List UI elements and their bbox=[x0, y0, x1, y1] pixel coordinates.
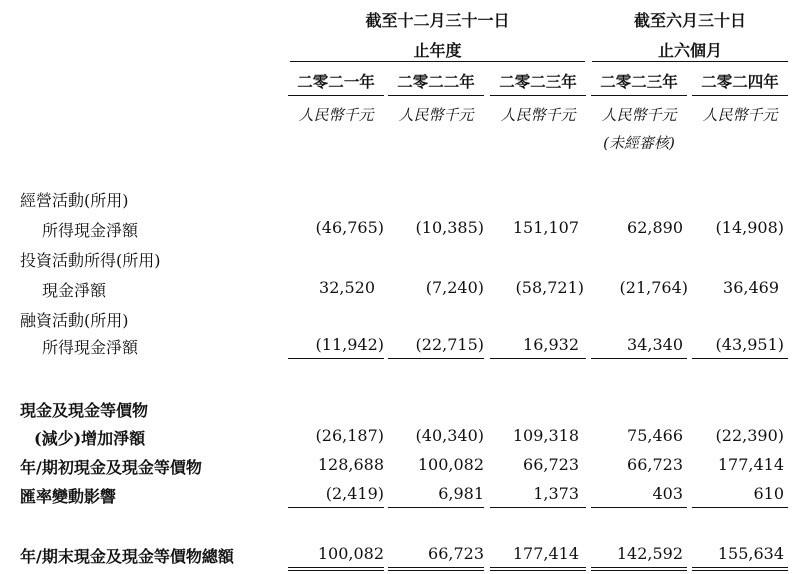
row-label-financing-1: 融資活動(所用) bbox=[20, 311, 129, 330]
subtotal-rule-5 bbox=[692, 358, 788, 359]
operating-h1-2024: (14,908) bbox=[715, 218, 784, 237]
unit-label-4: 人民幣千元 bbox=[601, 106, 677, 124]
row-label-opening: 年/期初現金及現金等價物 bbox=[20, 458, 202, 477]
row-label-investing-1: 投資活動所得(所用) bbox=[20, 251, 161, 270]
opening-h1-2024: 177,414 bbox=[717, 455, 784, 474]
subtotal-rule-1 bbox=[288, 358, 384, 359]
total-rule-2 bbox=[388, 507, 484, 508]
investing-2022: (7,240) bbox=[425, 278, 484, 297]
header-group2-rule bbox=[592, 61, 788, 62]
year-header-5: 二零二四年 bbox=[701, 72, 779, 91]
header-group1-rule bbox=[290, 61, 585, 62]
unit-label-2: 人民幣千元 bbox=[398, 106, 474, 124]
operating-2023: 151,107 bbox=[512, 218, 579, 237]
operating-2021: (46,765) bbox=[315, 218, 384, 237]
row-label-net-change-2: (減少)增加淨額 bbox=[34, 429, 146, 448]
year-header-3: 二零二三年 bbox=[499, 72, 577, 91]
financing-2021: (11,942) bbox=[315, 335, 384, 354]
year-header-1: 二零二一年 bbox=[297, 72, 375, 91]
year-rule-5 bbox=[692, 95, 788, 96]
financing-2023: 16,932 bbox=[523, 335, 579, 354]
row-label-net-change-1: 現金及現金等價物 bbox=[20, 401, 149, 420]
year-rule-2 bbox=[388, 95, 484, 96]
row-label-financing-2: 所得現金淨額 bbox=[42, 338, 139, 357]
net-change-h1-2023: 75,466 bbox=[627, 426, 683, 445]
header-group1-line2: 止年度 bbox=[413, 41, 462, 60]
opening-2022: 100,082 bbox=[417, 455, 484, 474]
subtotal-rule-4 bbox=[591, 358, 687, 359]
closing-2023: 177,414 bbox=[512, 544, 579, 563]
net-change-2021: (26,187) bbox=[315, 426, 384, 445]
financing-2022: (22,715) bbox=[415, 335, 484, 354]
unit-label-5: 人民幣千元 bbox=[702, 106, 778, 124]
header-group2-line2: 止六個月 bbox=[657, 41, 722, 60]
year-rule-1 bbox=[288, 95, 384, 96]
closing-2021: 100,082 bbox=[317, 544, 384, 563]
fx-effect-h1-2024: 610 bbox=[753, 484, 784, 503]
fx-effect-2021: (2,419) bbox=[325, 484, 384, 503]
opening-h1-2023: 66,723 bbox=[627, 455, 683, 474]
double-rule-2 bbox=[388, 567, 484, 571]
total-rule-3 bbox=[490, 507, 586, 508]
year-rule-3 bbox=[490, 95, 586, 96]
row-label-operating-2: 所得現金淨額 bbox=[42, 221, 139, 240]
fx-effect-2023: 1,373 bbox=[533, 484, 579, 503]
investing-h1-2024: 36,469 bbox=[723, 278, 779, 297]
closing-h1-2024: 155,634 bbox=[717, 544, 784, 563]
net-change-2022: (40,340) bbox=[415, 426, 484, 445]
double-rule-5 bbox=[692, 567, 788, 571]
row-label-closing: 年/期末現金及現金等價物總額 bbox=[20, 547, 234, 566]
operating-h1-2023: 62,890 bbox=[627, 218, 683, 237]
year-header-4: 二零二三年 bbox=[600, 72, 678, 91]
double-rule-1 bbox=[288, 567, 384, 571]
closing-2022: 66,723 bbox=[428, 544, 484, 563]
row-label-operating-1: 經營活動(所用) bbox=[20, 191, 129, 210]
row-label-investing-2: 現金淨額 bbox=[42, 281, 107, 300]
double-rule-4 bbox=[591, 567, 687, 571]
year-header-2: 二零二二年 bbox=[397, 72, 475, 91]
header-group1-line1: 截至十二月三十一日 bbox=[365, 11, 510, 30]
year-rule-4 bbox=[591, 95, 687, 96]
total-rule-1 bbox=[288, 507, 384, 508]
opening-2023: 66,723 bbox=[523, 455, 579, 474]
header-group2-line1: 截至六月三十日 bbox=[633, 11, 746, 30]
investing-2023: (58,721) bbox=[515, 278, 584, 297]
total-rule-4 bbox=[591, 507, 687, 508]
net-change-h1-2024: (22,390) bbox=[715, 426, 784, 445]
financing-h1-2023: 34,340 bbox=[627, 335, 683, 354]
unit-label-3: 人民幣千元 bbox=[500, 106, 576, 124]
opening-2021: 128,688 bbox=[317, 455, 384, 474]
subtotal-rule-3 bbox=[490, 358, 586, 359]
row-label-fx-effect: 匯率變動影響 bbox=[20, 487, 117, 506]
unaudited-note: (未經審核) bbox=[603, 134, 675, 152]
subtotal-rule-2 bbox=[388, 358, 484, 359]
double-rule-3 bbox=[490, 567, 586, 571]
closing-h1-2023: 142,592 bbox=[616, 544, 683, 563]
total-rule-5 bbox=[692, 507, 788, 508]
investing-2021: 32,520 bbox=[319, 278, 375, 297]
investing-h1-2023: (21,764) bbox=[619, 278, 688, 297]
fx-effect-h1-2023: 403 bbox=[652, 484, 683, 503]
net-change-2023: 109,318 bbox=[512, 426, 579, 445]
unit-label-1: 人民幣千元 bbox=[298, 106, 374, 124]
financing-h1-2024: (43,951) bbox=[715, 335, 784, 354]
operating-2022: (10,385) bbox=[415, 218, 484, 237]
fx-effect-2022: 6,981 bbox=[438, 484, 484, 503]
